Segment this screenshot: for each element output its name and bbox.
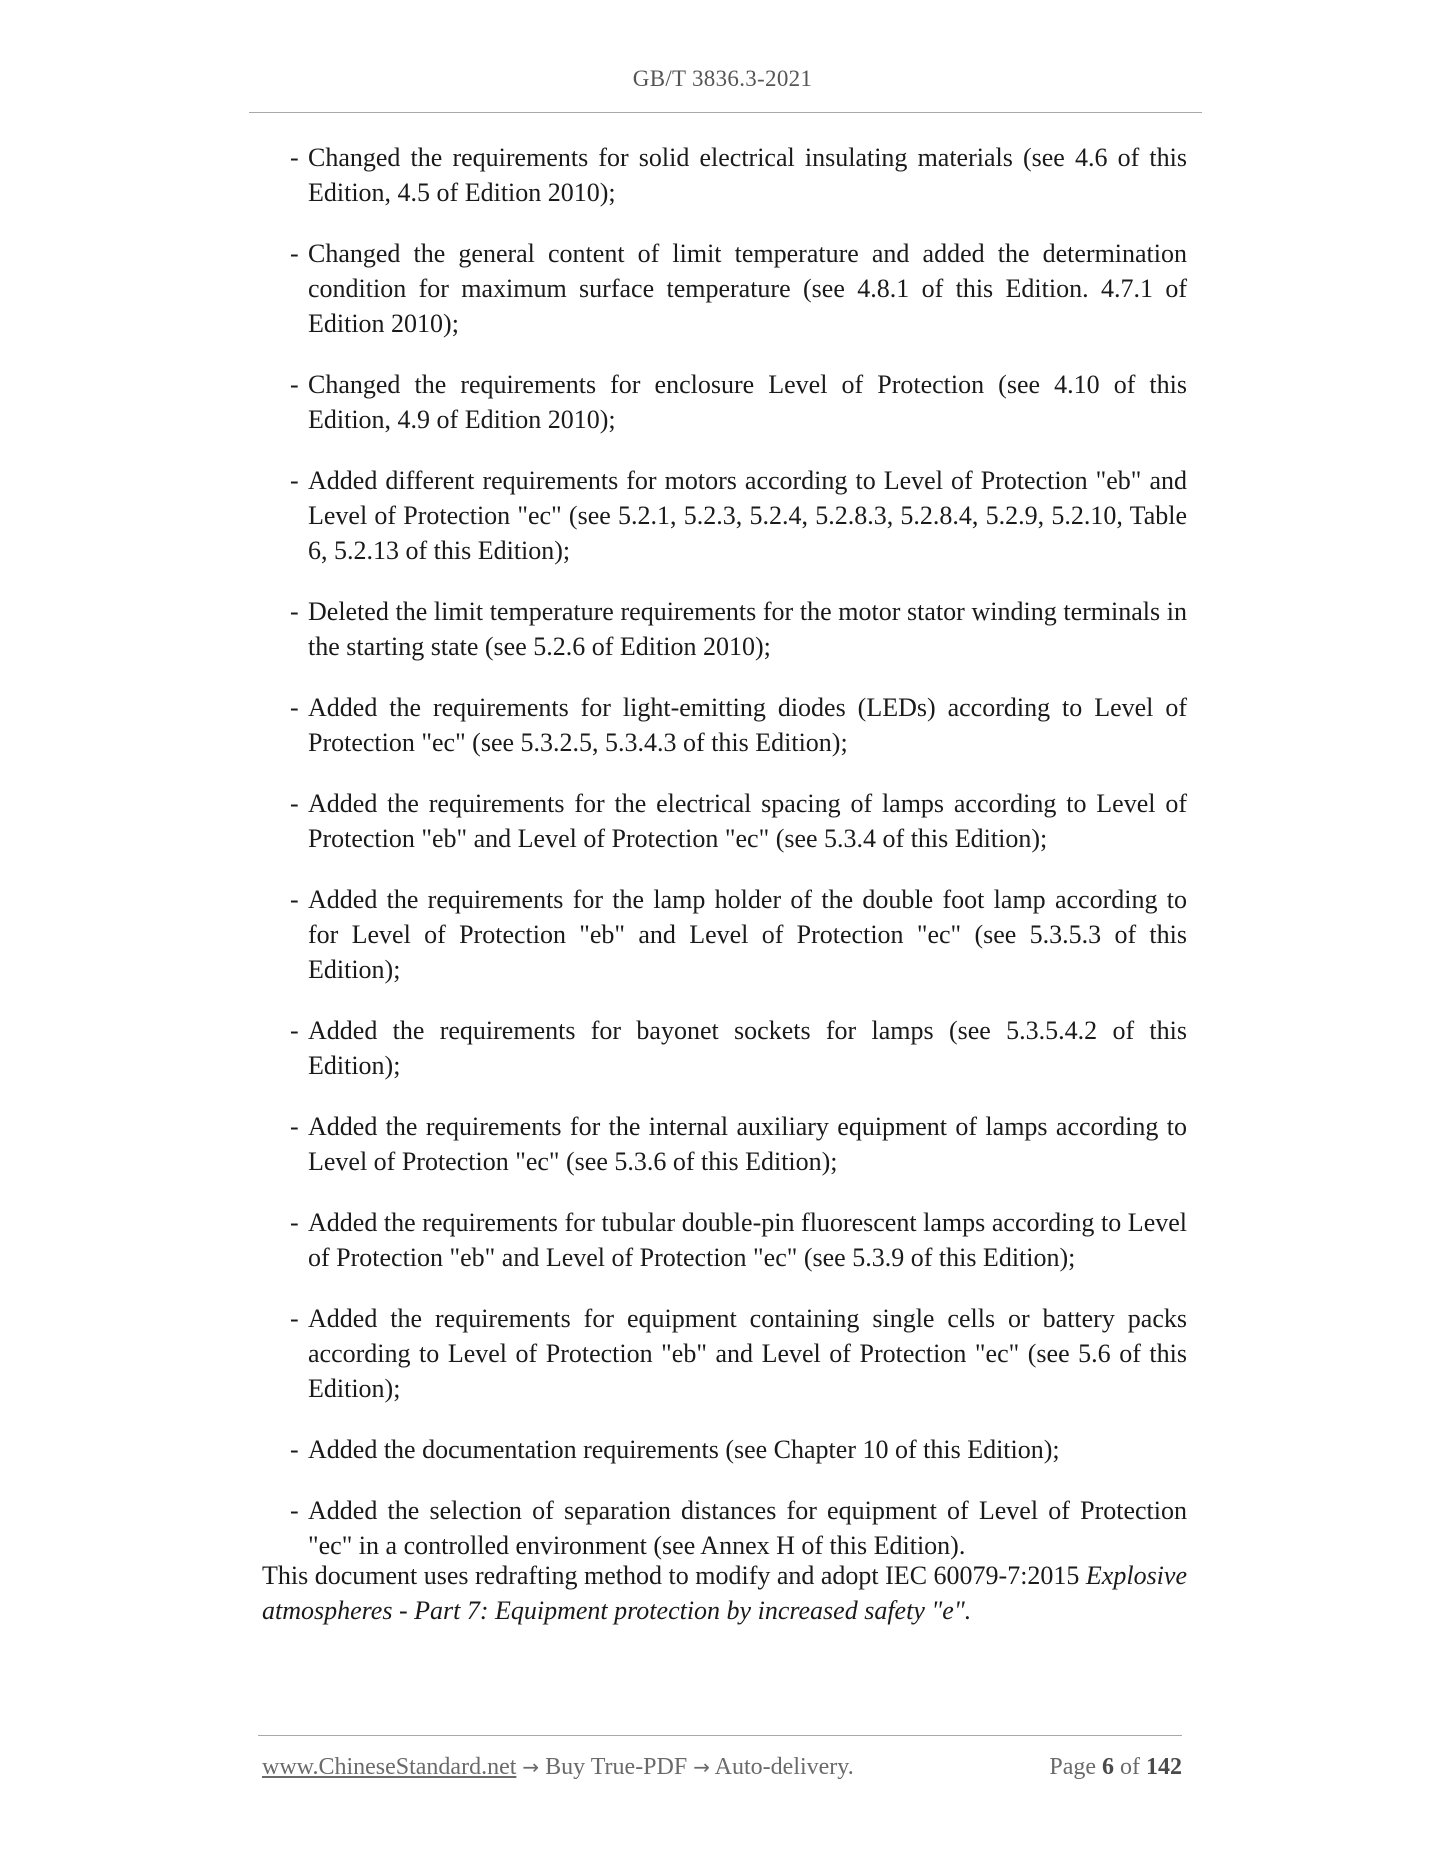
list-marker: - bbox=[290, 789, 299, 818]
list-item bbox=[290, 140, 1187, 210]
list-marker: - bbox=[290, 597, 299, 626]
of-label: of bbox=[1120, 1754, 1140, 1780]
list-item-text: Added the requirements for light-emitting diodes (LEDs) according to Level of Protection "ec" (see 5.3.2.5, 5.3.4.3 of this Edition); bbox=[308, 693, 1187, 757]
list-item bbox=[290, 1432, 1187, 1467]
list-item-text: Changed the requirements for enclosure Level of Protection (see 4.10 of this Edition, 4.9 of Edition 2010); bbox=[308, 370, 1187, 434]
list-item bbox=[290, 690, 1187, 760]
list-item bbox=[290, 367, 1187, 437]
auto-delivery-text: Auto-delivery. bbox=[714, 1754, 854, 1780]
list-item-text: Changed the requirements for solid electrical insulating materials (see 4.6 of this Edition, 4.5 of Edition 2010); bbox=[308, 143, 1187, 207]
standard-title: Explosive atmospheres - Part 7: Equipment protection by increased safety "e". bbox=[262, 1561, 1187, 1625]
list-item-text: Added the requirements for the electrical spacing of lamps according to Level of Protection "eb" and Level of Protection "ec" (see 5.3.4 of this Edition); bbox=[308, 789, 1187, 853]
list-item bbox=[290, 1013, 1187, 1083]
list-item-text: Added the requirements for the lamp holder of the double foot lamp according to for Level of Protection "eb" and Level of Protection "ec" (see 5.3.5.3 of this Edition); bbox=[308, 885, 1187, 984]
arrow-right-icon: → bbox=[693, 1755, 710, 1779]
list-marker: - bbox=[290, 466, 299, 495]
amendment-list bbox=[290, 140, 1187, 1589]
list-item-text: Added the selection of separation distances for equipment of Level of Protection "ec" in a controlled environment (see Annex H of this Edition). bbox=[308, 1496, 1187, 1560]
list-item-text: Changed the general content of limit temperature and added the determination condition for maximum surface temperature (see 4.8.1 of this Edition. 4.7.1 of Edition 2010); bbox=[308, 239, 1187, 338]
list-item-text: Added the requirements for equipment containing single cells or battery packs according to Level of Protection "eb" and Level of Protection "ec" (see 5.6 of this Edition); bbox=[308, 1304, 1187, 1403]
list-marker: - bbox=[290, 239, 299, 268]
page-label: Page bbox=[1049, 1754, 1096, 1780]
site-link[interactable]: www.ChineseStandard.net bbox=[262, 1754, 517, 1780]
list-item-text: Deleted the limit temperature requirements for the motor stator winding terminals in the starting state (see 5.2.6 of Edition 2010); bbox=[308, 597, 1187, 661]
list-marker: - bbox=[290, 1304, 299, 1333]
list-item-text: Added the requirements for the internal auxiliary equipment of lamps according to Level of Protection "ec" (see 5.3.6 of this Edition); bbox=[308, 1112, 1187, 1176]
list-marker: - bbox=[290, 1208, 299, 1237]
list-item bbox=[290, 594, 1187, 664]
list-item bbox=[290, 786, 1187, 856]
page-number: 6 bbox=[1102, 1754, 1114, 1780]
total-pages: 142 bbox=[1146, 1754, 1182, 1780]
list-marker: - bbox=[290, 693, 299, 722]
list-item bbox=[290, 236, 1187, 341]
page-counter bbox=[1049, 1754, 1182, 1781]
buy-pdf-text: Buy True-PDF bbox=[545, 1754, 688, 1780]
list-item-text: Added the requirements for bayonet sockets for lamps (see 5.3.5.4.2 of this Edition); bbox=[308, 1016, 1187, 1080]
list-marker: - bbox=[290, 1016, 299, 1045]
footer-promo bbox=[262, 1754, 854, 1781]
list-marker: - bbox=[290, 370, 299, 399]
list-item bbox=[290, 1205, 1187, 1275]
adoption-statement bbox=[262, 1558, 1187, 1628]
list-marker: - bbox=[290, 1112, 299, 1141]
list-marker: - bbox=[290, 1496, 299, 1525]
list-item bbox=[290, 463, 1187, 568]
list-item-text: Added the requirements for tubular double-pin fluorescent lamps according to Level of Protection "eb" and Level of Protection "ec" (see 5.3.9 of this Edition); bbox=[308, 1208, 1187, 1272]
list-item bbox=[290, 882, 1187, 987]
list-marker: - bbox=[290, 1435, 299, 1464]
adoption-statement-text: This document uses redrafting method to modify and adopt IEC 60079-7:2015 bbox=[262, 1561, 1080, 1590]
list-marker: - bbox=[290, 143, 299, 172]
list-item-text: Added different requirements for motors according to Level of Protection "eb" and Level of Protection "ec" (see 5.2.1, 5.2.3, 5.2.4, 5.2.8.3, 5.2.8.4, 5.2.9, 5.2.10, Table 6, 5.2.13 of this Edition); bbox=[308, 466, 1187, 565]
list-marker: - bbox=[290, 885, 299, 914]
running-header: GB/T 3836.3-2021 bbox=[632, 66, 813, 91]
list-item-text: Added the documentation requirements (see Chapter 10 of this Edition); bbox=[308, 1435, 1060, 1464]
arrow-right-icon: → bbox=[522, 1755, 540, 1779]
header-divider bbox=[249, 112, 1202, 113]
list-item bbox=[290, 1109, 1187, 1179]
list-item bbox=[290, 1493, 1187, 1563]
list-item bbox=[290, 1301, 1187, 1406]
footer-divider bbox=[258, 1735, 1182, 1736]
